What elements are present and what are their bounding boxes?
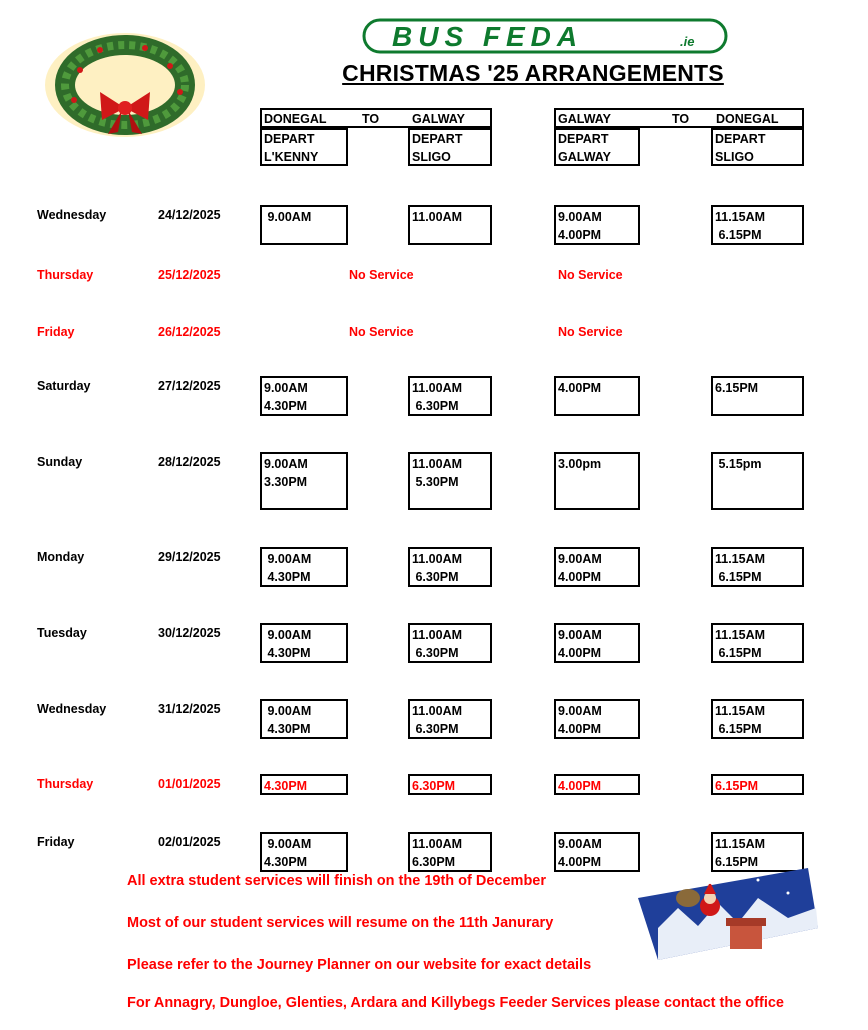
- departure-times-cell: 9.00AM 4.30PM: [260, 699, 348, 739]
- page-title: CHRISTMAS '25 ARRANGEMENTS: [342, 60, 724, 86]
- departure-times-cell: 6.15PM: [711, 774, 804, 795]
- route-to-word: TO: [672, 112, 690, 126]
- departure-times-cell: 4.00PM: [554, 376, 640, 416]
- logo-text: BUS FEDA: [392, 21, 584, 52]
- row-day: Thursday: [37, 268, 94, 282]
- departure-times-cell: 5.15pm: [711, 452, 804, 510]
- depart-label: DEPART: [715, 132, 766, 146]
- departure-times-cell: 9.00AM 4.30PM: [260, 547, 348, 587]
- row-date: 30/12/2025: [158, 626, 221, 640]
- depart-header-lkenny: [260, 128, 348, 166]
- row-day: Wednesday: [37, 702, 107, 716]
- departure-times-cell: 11.00AM 6.30PM: [408, 547, 492, 587]
- no-service-label: No Service: [558, 268, 623, 282]
- row-date: 26/12/2025: [158, 325, 221, 339]
- depart-header-galway: [554, 128, 640, 166]
- no-service-label: No Service: [349, 325, 414, 339]
- row-date: 29/12/2025: [158, 550, 221, 564]
- depart-place: L'KENNY: [264, 150, 319, 164]
- depart-header-sligo-2: [711, 128, 804, 166]
- row-day: Friday: [37, 325, 75, 339]
- row-date: 24/12/2025: [158, 208, 221, 222]
- departure-times-cell: 6.30PM: [408, 774, 492, 795]
- departure-times-cell: 11.15AM 6.15PM: [711, 623, 804, 663]
- note-feeder-services: For Annagry, Dungloe, Glenties, Ardara and Killybegs Feeder Services please contact the office: [127, 995, 784, 1011]
- route-to: DONEGAL: [716, 112, 779, 126]
- note-student-finish: All extra student services will finish on the 19th of December: [127, 873, 547, 889]
- departure-times-cell: 4.00PM: [554, 774, 640, 795]
- row-day: Wednesday: [37, 208, 107, 222]
- no-service-label: No Service: [349, 268, 414, 282]
- departure-times-cell: 11.15AM 6.15PM: [711, 205, 804, 245]
- row-date: 31/12/2025: [158, 702, 221, 716]
- row-day: Thursday: [37, 777, 94, 791]
- note-journey-planner: Please refer to the Journey Planner on our website for exact details: [127, 957, 592, 973]
- depart-place: SLIGO: [412, 150, 451, 164]
- santa-chimney-icon: [638, 868, 818, 960]
- row-day: Tuesday: [37, 626, 87, 640]
- row-day: Sunday: [37, 455, 83, 469]
- departure-times-cell: 4.30PM: [260, 774, 348, 795]
- departure-times-cell: 11.00AM 6.30PM: [408, 832, 492, 872]
- departure-times-cell: 9.00AM: [260, 205, 348, 245]
- departure-times-cell: 9.00AM 3.30PM: [260, 452, 348, 510]
- no-service-label: No Service: [558, 325, 623, 339]
- departure-times-cell: 9.00AM 4.00PM: [554, 547, 640, 587]
- route-to: GALWAY: [412, 112, 466, 126]
- route-header-donegal-galway: [260, 108, 492, 128]
- busfeda-logo: [362, 18, 728, 54]
- departure-times-cell: 11.00AM 6.30PM: [408, 699, 492, 739]
- depart-place: GALWAY: [558, 150, 612, 164]
- route-from: GALWAY: [558, 112, 612, 126]
- row-day: Monday: [37, 550, 85, 564]
- row-day: Friday: [37, 835, 75, 849]
- depart-label: DEPART: [558, 132, 609, 146]
- christmas-wreath-icon: [40, 30, 210, 140]
- route-to-word: TO: [362, 112, 380, 126]
- departure-times-cell: 11.15AM 6.15PM: [711, 832, 804, 872]
- departure-times-cell: 6.15PM: [711, 376, 804, 416]
- row-date: 01/01/2025: [158, 777, 221, 791]
- departure-times-cell: 9.00AM 4.30PM: [260, 623, 348, 663]
- row-date: 28/12/2025: [158, 455, 221, 469]
- departure-times-cell: 11.15AM 6.15PM: [711, 699, 804, 739]
- route-from: DONEGAL: [264, 112, 327, 126]
- note-student-resume: Most of our student services will resume on the 11th Janurary: [127, 915, 554, 931]
- departure-times-cell: 11.00AM 6.30PM: [408, 623, 492, 663]
- logo-suffix: .ie: [680, 34, 695, 49]
- departure-times-cell: 9.00AM 4.00PM: [554, 623, 640, 663]
- row-date: 02/01/2025: [158, 835, 221, 849]
- departure-times-cell: 9.00AM 4.00PM: [554, 699, 640, 739]
- depart-place: SLIGO: [715, 150, 754, 164]
- departure-times-cell: 11.15AM 6.15PM: [711, 547, 804, 587]
- departure-times-cell: 3.00pm: [554, 452, 640, 510]
- departure-times-cell: 9.00AM 4.00PM: [554, 832, 640, 872]
- row-day: Saturday: [37, 379, 91, 393]
- depart-label: DEPART: [412, 132, 463, 146]
- depart-header-sligo-1: [408, 128, 492, 166]
- departure-times-cell: 11.00AM 6.30PM: [408, 376, 492, 416]
- depart-label: DEPART: [264, 132, 315, 146]
- departure-times-cell: 9.00AM 4.30PM: [260, 376, 348, 416]
- departure-times-cell: 11.00AM 5.30PM: [408, 452, 492, 510]
- route-header-galway-donegal: [554, 108, 804, 128]
- row-date: 25/12/2025: [158, 268, 221, 282]
- departure-times-cell: 11.00AM: [408, 205, 492, 245]
- departure-times-cell: 9.00AM 4.30PM: [260, 832, 348, 872]
- row-date: 27/12/2025: [158, 379, 221, 393]
- departure-times-cell: 9.00AM 4.00PM: [554, 205, 640, 245]
